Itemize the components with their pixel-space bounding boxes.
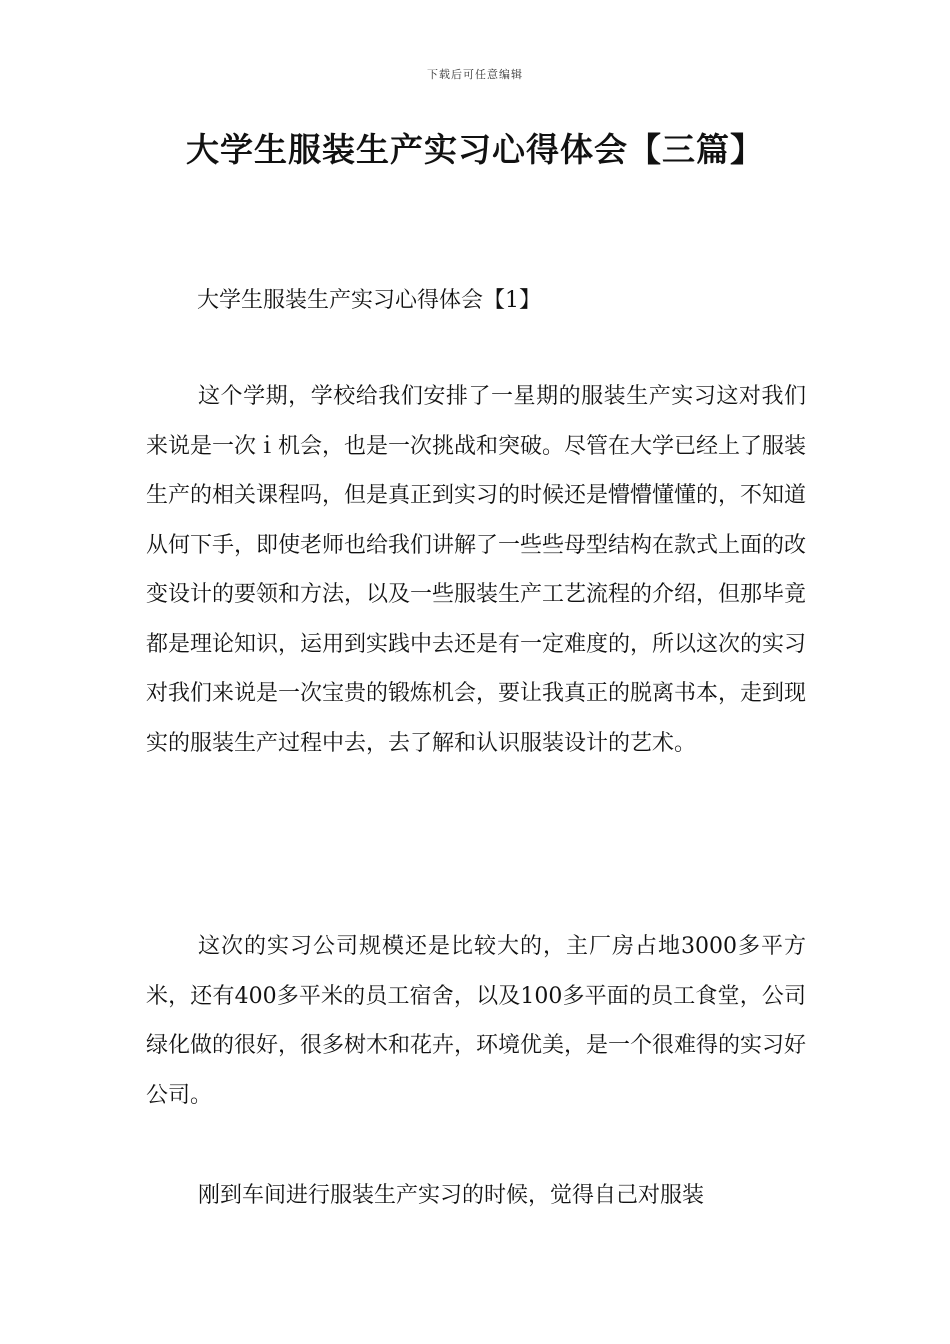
document-title: 大学生服装生产实习心得体会【三篇】 <box>186 130 764 169</box>
body-paragraph: 这个学期，学校给我们安排了一星期的服装生产实习这对我们来说是一次ｉ机会，也是一次挑战和突破。尽管在大学已经上了服装生产的相关课程吗，但是真正到实习的时候还是懵懵懂懂的，不知道从何下手，即使老师也给我们讲解了一些些母型结构在款式上面的改变设计的要领和方法，以及一些服装生产工艺流程的介绍，但那毕竟都是理论知识，运用到实践中去还是有一定难度的，所以这次的实习对我们来说是一次宝贵的锻炼机会，要让我真正的脱离书本，走到现实的服装生产过程中去，去了解和认识服装设计的艺术。 <box>146 384 807 756</box>
section-heading: 大学生服装生产实习心得体会【1】 <box>197 288 541 313</box>
body-paragraph: 刚到车间进行服装生产实习的时候，觉得自己对服装 <box>198 1183 705 1208</box>
body-paragraph: 这次的实习公司规模还是比较大的，主厂房占地3000多平方米，还有400多平米的员工宿舍，以及100多平面的员工食堂，公司绿化做的很好，很多树木和花卉，环境优美，是一个很难得的实习好公司。 <box>146 934 807 1108</box>
header-note: 下载后可任意编辑 <box>427 68 523 81</box>
